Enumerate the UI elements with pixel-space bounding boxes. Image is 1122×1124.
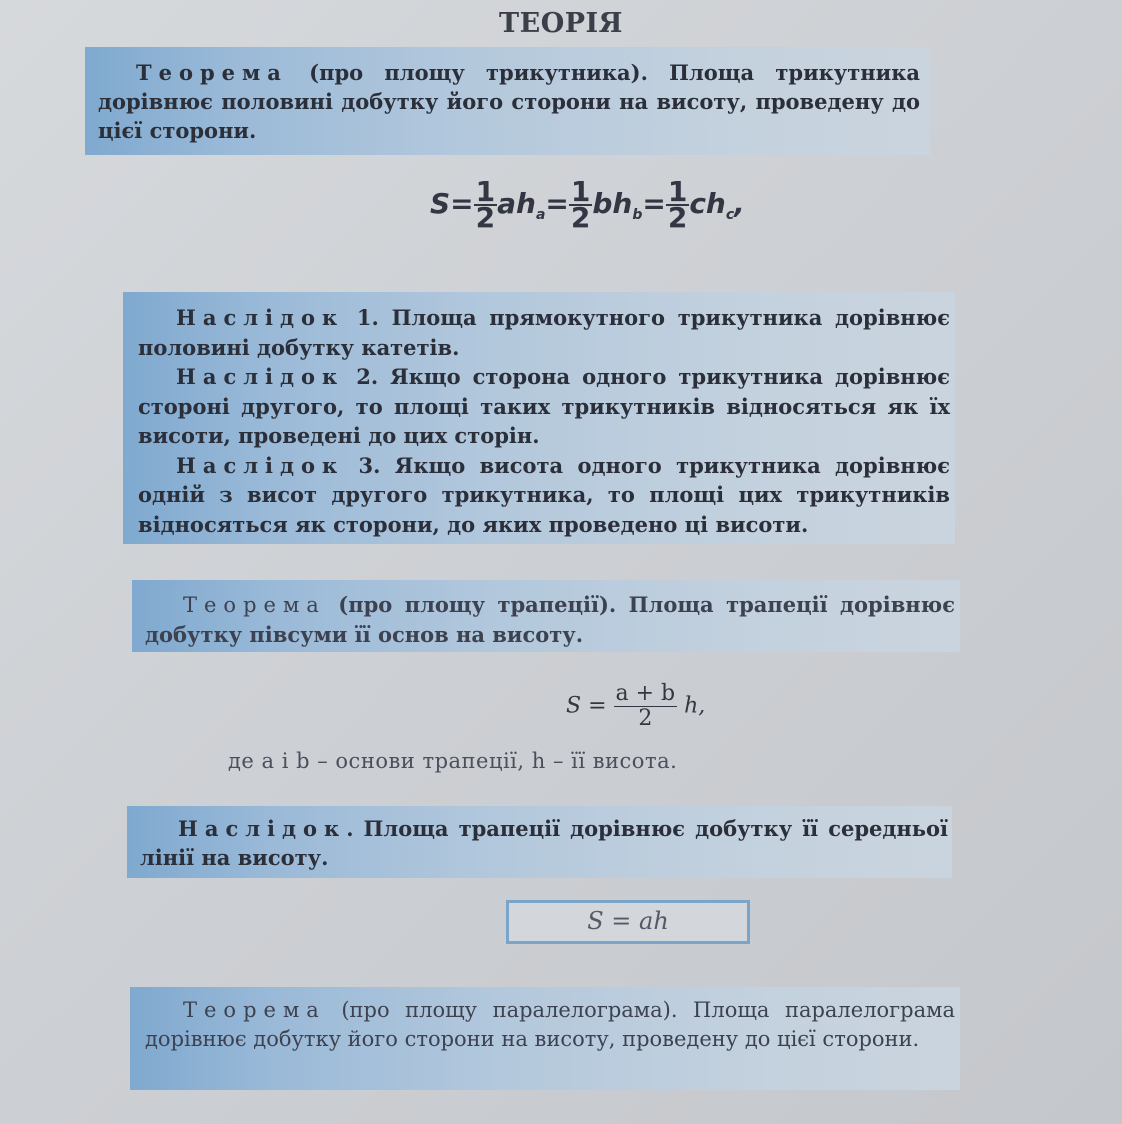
fraction-half: $\frac{1}{2}$ bbox=[667, 175, 688, 234]
corollary-1: Наслідок 1. Площа прямокутного трикутника дорівнює половині добутку катетів. bbox=[138, 305, 950, 360]
fraction-half: $\frac{1}{2}$ bbox=[570, 175, 591, 234]
theorem-label: Теорема bbox=[136, 60, 288, 85]
trapezoid-note: де a і b – основи трапеції, h – її висота. bbox=[228, 749, 678, 773]
corollary-trapezoid-text: Наслідок. Площа трапеції дорівнює добутку її середньої лінії на висоту. bbox=[140, 816, 948, 870]
theorem-body: (про площу трикутника). Площа трикутника дорівнює половині добутку його сторони на висоту, проведену до цієї сторони. bbox=[98, 60, 920, 143]
fraction-half: $\frac{1}{2}$ bbox=[475, 175, 496, 234]
theorem-parallelogram-text: Теорема (про площу паралелограма). Площа паралелограма дорівнює добутку його сторони на висоту, проведену до цієї сторони. bbox=[145, 998, 955, 1051]
theorem-triangle-text bbox=[98, 58, 920, 145]
corollary-3: Наслідок 3. Якщо висота одного трикутника дорівнює одній з висот другого трикутника, то площі цих трикутників відносяться як сторони, до яких проведено ці висоти. bbox=[138, 452, 950, 537]
page-title: ТЕОРІЯ bbox=[499, 8, 623, 39]
midline-area-formula: S = ah bbox=[506, 900, 750, 944]
corollaries-text bbox=[138, 303, 950, 539]
corollary-2: Наслідок 2. Якщо сторона одного трикутника дорівнює стороні другого, то площі таких трикутників відносяться як їх висоти, проведені до цих сторін. bbox=[138, 364, 950, 448]
trapezoid-area-formula: S = $\frac{a + b}{2}$ h, bbox=[566, 681, 706, 731]
theorem-trapezoid-text: Теорема (про площу трапеції). Площа трапеції дорівнює добутку півсуми її основ на висоту. bbox=[145, 592, 955, 647]
triangle-area-formula: S= $\frac{1}{2}$ $ah_a=$ $\frac{1}{2}$ $bh_b=$ $\frac{1}{2}$ $ch_c$, bbox=[430, 175, 745, 234]
